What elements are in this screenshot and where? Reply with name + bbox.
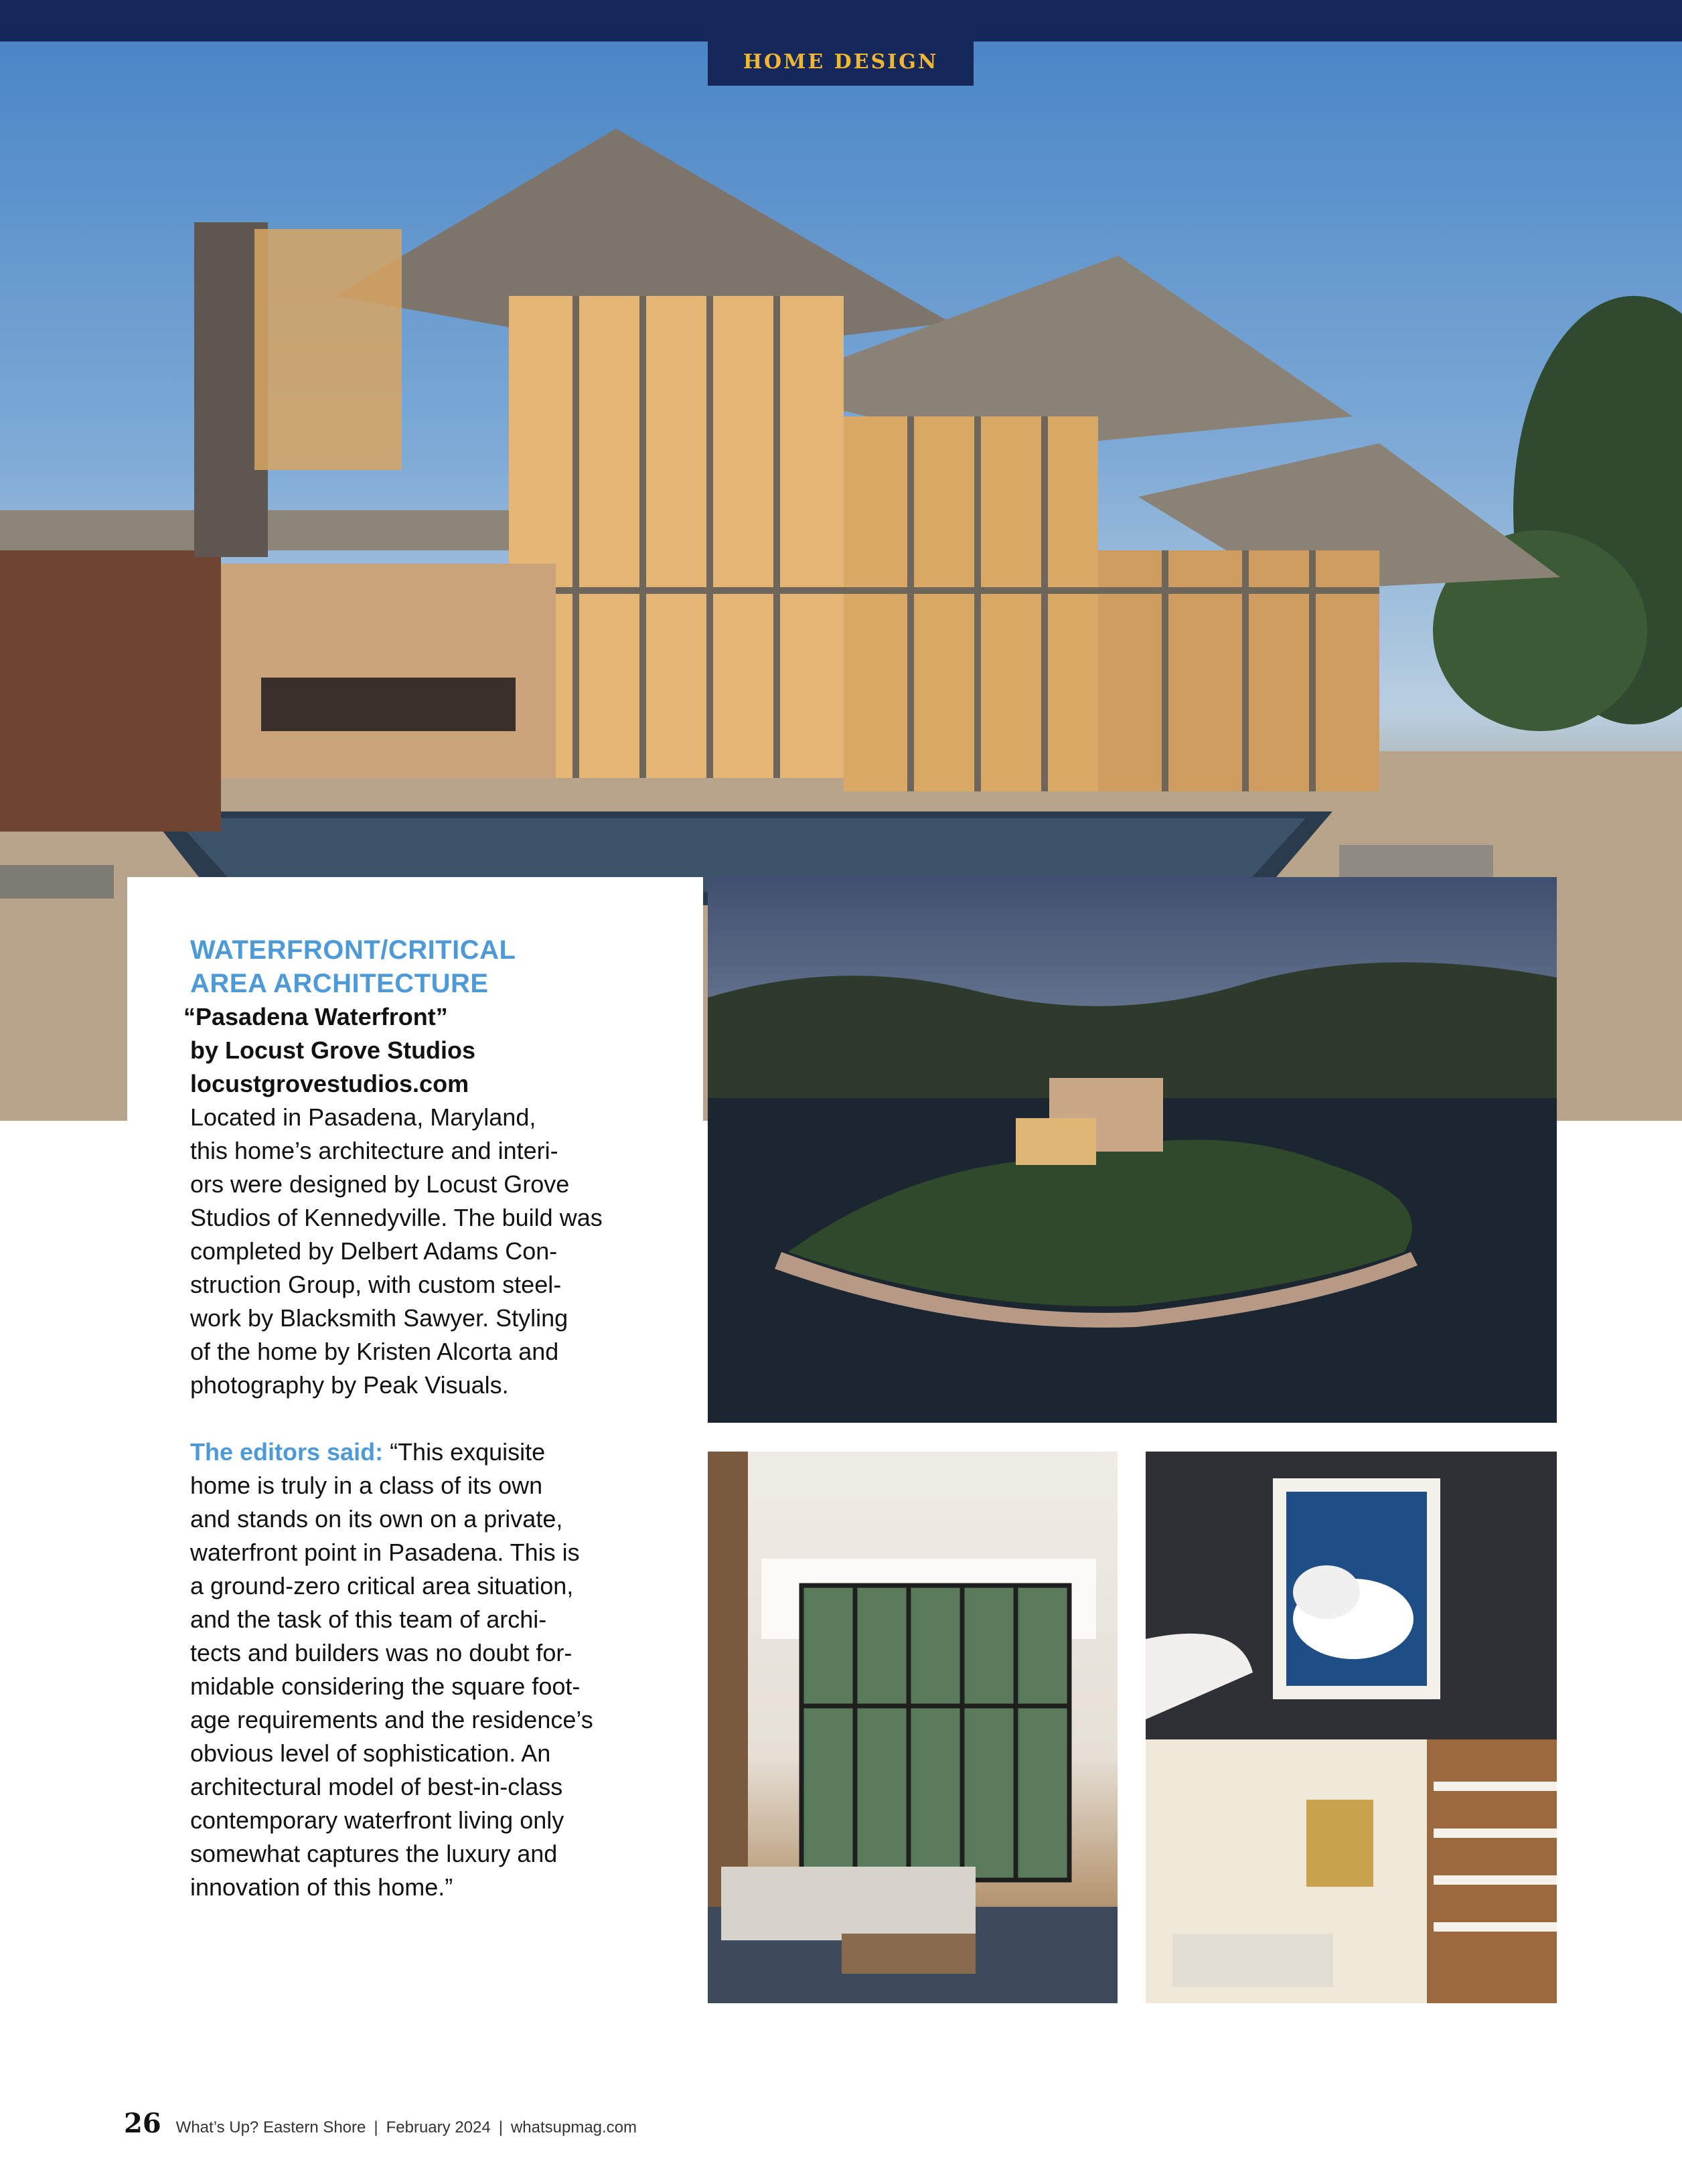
category-heading-line1: WATERFRONT/CRITICAL	[190, 935, 516, 965]
editors-line: home is truly in a class of its own	[190, 1472, 543, 1499]
footer-separator: |	[374, 2118, 378, 2136]
article-text-panel	[127, 877, 703, 2029]
issue-date: February 2024	[386, 2118, 491, 2136]
section-label-tab: HOME DESIGN	[708, 37, 974, 86]
editors-line: innovation of this home.”	[190, 1873, 453, 1901]
living-room-illustration	[708, 1452, 1118, 2003]
byline: by Locust Grove Studios	[190, 1036, 476, 1064]
editors-line: somewhat captures the luxury and	[190, 1840, 558, 1867]
editors-line: waterfront point in Pasadena. This is	[190, 1539, 580, 1566]
editors-first-line	[190, 1435, 699, 1469]
description-line: Studios of Kennedyville. The build was	[190, 1204, 603, 1231]
description-line: ors were designed by Locust Grove	[190, 1170, 570, 1198]
project-title: “Pasadena Waterfront”	[183, 1003, 448, 1030]
description-line: Located in Pasadena, Maryland,	[190, 1103, 536, 1131]
photo-aerial-island	[708, 877, 1557, 1423]
editors-line: obvious level of sophistication. An	[190, 1739, 551, 1767]
photo-interior-shelving	[1146, 1452, 1557, 2003]
publication-name: What’s Up? Eastern Shore	[175, 2118, 366, 2136]
description-line: photography by Peak Visuals.	[190, 1371, 509, 1399]
editors-label: The editors said:	[190, 1438, 384, 1466]
description-line: completed by Delbert Adams Con-	[190, 1237, 558, 1265]
aerial-island-illustration	[708, 877, 1557, 1423]
editors-line: and the task of this team of archi-	[190, 1606, 547, 1633]
editors-quote-start: “This exquisite	[383, 1438, 546, 1466]
page-footer	[124, 2108, 637, 2141]
editors-line: a ground-zero critical area situation,	[190, 1572, 574, 1600]
photo-living-room	[708, 1452, 1118, 2003]
top-band	[0, 0, 1682, 42]
description-line: of the home by Kristen Alcorta and	[190, 1338, 559, 1365]
editors-line: age requirements and the residence’s	[190, 1706, 593, 1733]
description-line: struction Group, with custom steel-	[190, 1271, 562, 1298]
footer-website-link[interactable]: whatsupmag.com	[510, 2118, 637, 2136]
footer-separator: |	[498, 2118, 503, 2136]
website-link[interactable]: locustgrovestudios.com	[190, 1070, 469, 1097]
editors-line: architectural model of best-in-class	[190, 1773, 563, 1800]
category-heading-line2: AREA ARCHITECTURE	[190, 969, 489, 998]
editors-line: contemporary waterfront living only	[190, 1806, 564, 1834]
description-line: work by Blacksmith Sawyer. Styling	[190, 1304, 568, 1332]
editors-line: midable considering the square foot-	[190, 1672, 581, 1700]
page-number: 26	[124, 2108, 161, 2139]
editors-line: and stands on its own on a private,	[190, 1505, 563, 1533]
description-paragraph	[190, 1101, 699, 1402]
editors-line: tects and builders was no doubt for-	[190, 1639, 572, 1666]
description-line: this home’s architecture and interi-	[190, 1137, 558, 1164]
interior-illustration	[1146, 1452, 1557, 2003]
editors-paragraph	[190, 1435, 699, 1904]
